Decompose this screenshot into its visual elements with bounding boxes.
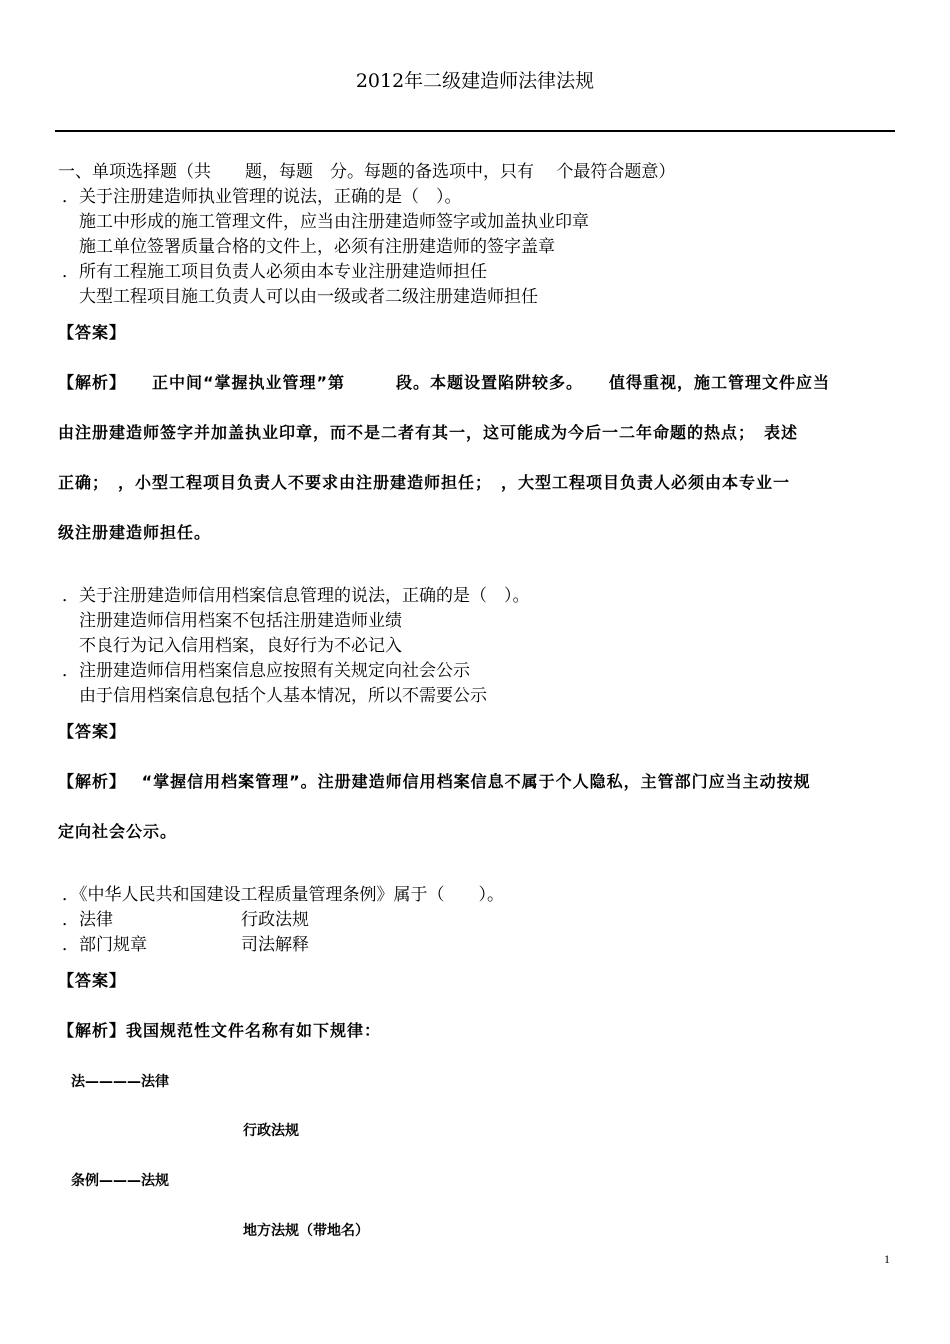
- q1-analysis-line: 正确； ，小型工程项目负责人不要求由注册建造师担任； ，大型工程项目负责人必须由本专业一: [58, 473, 791, 492]
- q1-option: 施工中形成的施工管理文件，应当由注册建造师签字或加盖执业印章: [62, 212, 589, 232]
- q2-option: 由于信用档案信息包括个人基本情况，所以不需要公示: [62, 686, 487, 706]
- q1-analysis-line: 由注册建造师签字并加盖执业印章，而不是二者有其一，这可能成为今后一二年命题的热点； 表述: [58, 423, 799, 442]
- q1-stem: ．关于注册建造师执业管理的说法，正确的是（ ）。: [62, 187, 462, 207]
- title-divider: [55, 130, 895, 132]
- section-heading: 一、单项选择题（共 题，每题 分。每题的备选项中，只有 个最符合题意）: [58, 162, 676, 182]
- q3-option-d: 司法解释: [241, 935, 309, 955]
- q1-analysis-line: 级注册建造师担任。: [58, 523, 212, 542]
- q3-answer-label: 【答案】: [58, 971, 127, 990]
- q3-option-b: 行政法规: [241, 910, 309, 930]
- q2-option: 注册建造师信用档案不包括注册建造师业绩: [62, 611, 402, 631]
- q3-analysis: 【解析】我国规范性文件名称有如下规律：: [58, 1021, 382, 1040]
- q1-option: 施工单位签署质量合格的文件上，必须有注册建造师的签字盖章: [62, 237, 555, 257]
- q1-option: ．所有工程施工项目负责人必须由本专业注册建造师担任: [62, 262, 487, 282]
- rule-local-regulation: 地方法规（带地名）: [243, 1223, 369, 1239]
- q3-stem: ．《中华人民共和国建设工程质量管理条例》属于（ ）。: [62, 885, 504, 905]
- rule-regulation-row: 条例———法规: [71, 1173, 169, 1189]
- q2-analysis-line: 【解析】 “掌握信用档案管理”。注册建造师信用档案信息不属于个人隐私，主管部门应当主动按规: [58, 772, 811, 791]
- q2-analysis-line: 定向社会公示。: [58, 822, 178, 841]
- rule-admin-regulation: 行政法规: [243, 1123, 299, 1139]
- q2-answer-label: 【答案】: [58, 722, 127, 741]
- page-number: 1: [884, 1252, 890, 1266]
- q2-option: ．注册建造师信用档案信息应按照有关规定向社会公示: [62, 661, 470, 681]
- q1-answer-label: 【答案】: [58, 323, 127, 342]
- rule-law-row: 法————法律: [71, 1074, 169, 1090]
- q2-option: 不良行为记入信用档案，良好行为不必记入: [62, 636, 402, 656]
- q1-analysis-line: 【解析】 正中间“掌握执业管理”第 段。本题设置陷阱较多。 值得重视，施工管理文件应当: [58, 373, 831, 392]
- q3-option-a: ．法律: [62, 910, 113, 930]
- q2-stem: ．关于注册建造师信用档案信息管理的说法，正确的是（ ）。: [62, 586, 530, 606]
- document-title: 2012年二级建造师法律法规: [355, 70, 595, 92]
- q1-option: 大型工程项目施工负责人可以由一级或者二级注册建造师担任: [62, 287, 538, 307]
- q3-option-c: ．部门规章: [62, 935, 147, 955]
